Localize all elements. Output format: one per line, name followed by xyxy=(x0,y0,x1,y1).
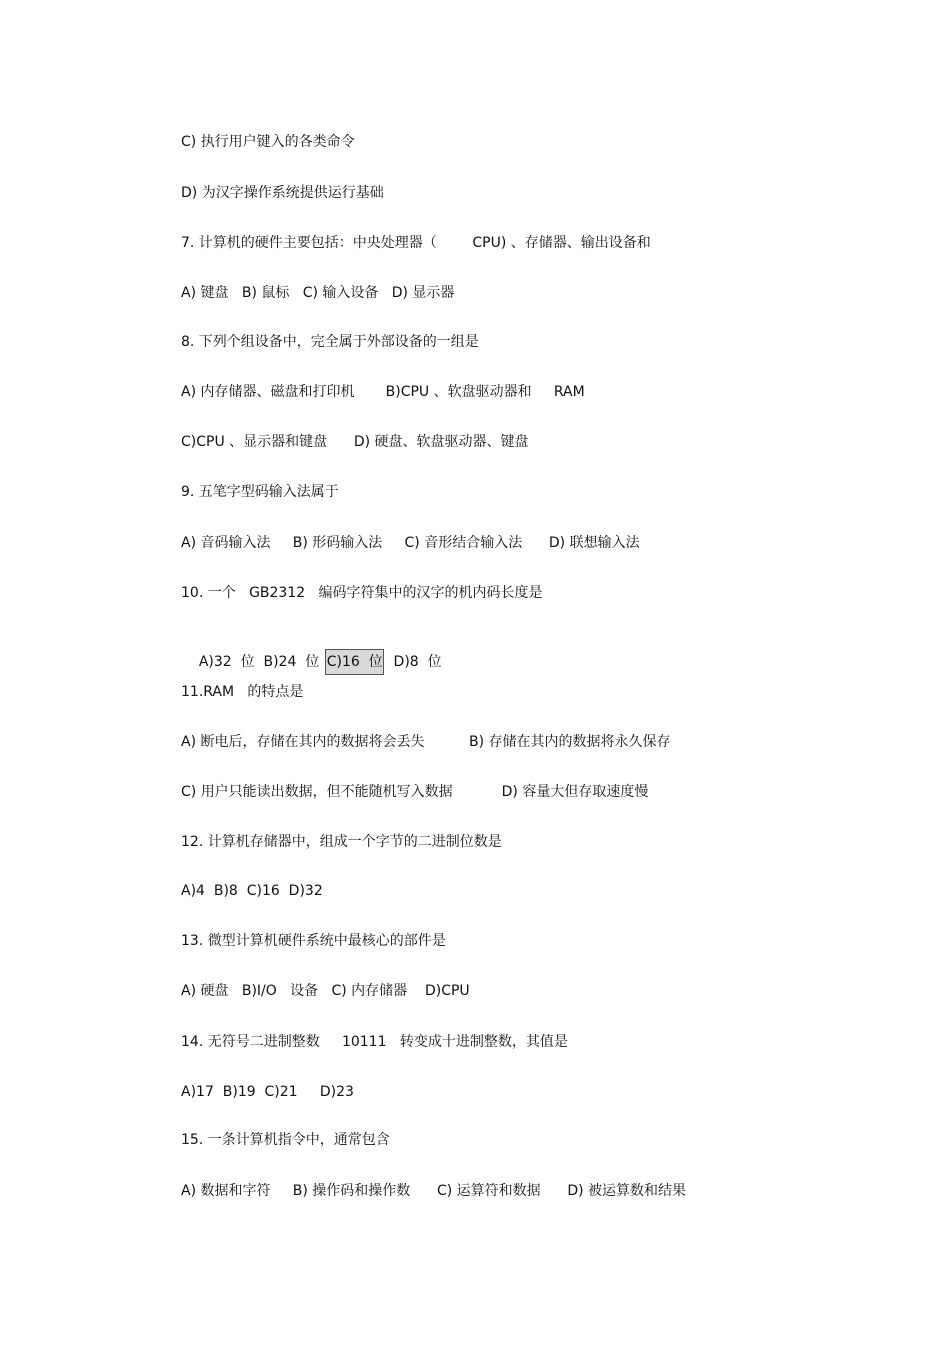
options-q9: A) 音码输入法 B) 形码输入法 C) 音形结合输入法 D) 联想输入法 xyxy=(181,535,640,551)
options-q8-cd: C)CPU 、显示器和键盘 D) 硬盘、软盘驱动器、键盘 xyxy=(181,434,529,450)
options-q11-cd: C) 用户只能读出数据，但不能随机写入数据 D) 容量大但存取速度慢 xyxy=(181,784,649,800)
options-q8-ab: A) 内存储器、磁盘和打印机 B)CPU 、软盘驱动器和 RAM xyxy=(181,384,585,400)
option-line-d-q6: D) 为汉字操作系统提供运行基础 xyxy=(181,185,384,201)
highlighted-answer: C)16 位 xyxy=(325,649,384,675)
question-14: 14. 无符号二进制整数 10111 转变成十进制整数，其值是 xyxy=(181,1034,568,1050)
question-11: 11.RAM 的特点是 xyxy=(181,684,304,700)
options-q15: A) 数据和字符 B) 操作码和操作数 C) 运算符和数据 D) 被运算数和结果 xyxy=(181,1183,687,1199)
question-9: 9. 五笔字型码输入法属于 xyxy=(181,484,339,500)
options-q7: A) 键盘 B) 鼠标 C) 输入设备 D) 显示器 xyxy=(181,285,455,301)
options-q10-after: D)8 位 xyxy=(384,654,442,670)
question-10: 10. 一个 GB2312 编码字符集中的汉字的机内码长度是 xyxy=(181,585,543,601)
options-q12: A)4 B)8 C)16 D)32 xyxy=(181,883,323,899)
question-15: 15. 一条计算机指令中，通常包含 xyxy=(181,1132,390,1148)
options-q14: A)17 B)19 C)21 D)23 xyxy=(181,1084,354,1100)
question-8: 8. 下列个组设备中，完全属于外部设备的一组是 xyxy=(181,334,479,350)
question-12: 12. 计算机存储器中，组成一个字节的二进制位数是 xyxy=(181,834,502,850)
question-13: 13. 微型计算机硬件系统中最核心的部件是 xyxy=(181,933,446,949)
option-line-c-q6: C) 执行用户键入的各类命令 xyxy=(181,134,355,150)
options-q13: A) 硬盘 B)I/O 设备 C) 内存储器 D)CPU xyxy=(181,983,470,999)
options-q11-ab: A) 断电后，存储在其内的数据将会丢失 B) 存储在其内的数据将永久保存 xyxy=(181,734,671,750)
options-q10-before: A)32 位 B)24 位 xyxy=(198,654,324,670)
question-7: 7. 计算机的硬件主要包括：中央处理器（ CPU) 、存储器、输出设备和 xyxy=(181,235,651,251)
